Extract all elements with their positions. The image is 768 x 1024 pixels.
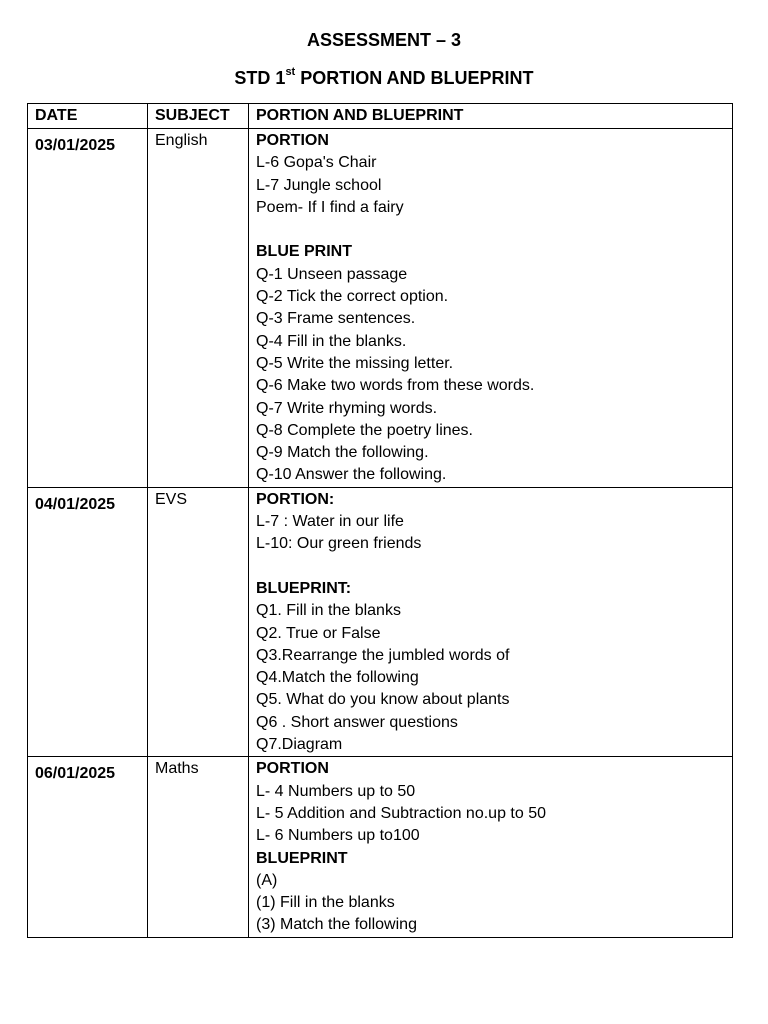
row-subject: EVS	[148, 487, 249, 757]
blueprint-item: Q5. What do you know about plants	[256, 691, 510, 709]
portion-item: L-7 Jungle school	[256, 176, 382, 194]
table-row-maths	[28, 757, 733, 937]
blueprint-heading: BLUE PRINT	[256, 243, 352, 261]
portion-item: L- 5 Addition and Subtraction no.up to 50	[256, 804, 546, 822]
blueprint-item: Q-5 Write the missing letter.	[256, 354, 454, 372]
blueprint-item: Q-4 Fill in the blanks.	[256, 332, 407, 350]
row-subject: Maths	[148, 757, 249, 937]
row-content	[249, 487, 733, 757]
subtitle-suffix: PORTION AND BLUEPRINT	[295, 68, 534, 88]
portion-heading: PORTION:	[256, 490, 335, 508]
portion-heading: PORTION	[256, 132, 329, 149]
row-subject: English	[148, 129, 249, 488]
portion-item: L-6 Gopa's Chair	[256, 154, 377, 172]
table-header-row	[28, 104, 733, 129]
portion-item: L-7 : Water in our life	[256, 513, 404, 531]
subtitle-prefix: STD 1	[234, 68, 286, 88]
blueprint-item: Q3.Rearrange the jumbled words of	[256, 646, 510, 664]
blueprint-item: Q-6 Make two words from these words.	[256, 377, 535, 395]
header-portion-blueprint: PORTION AND BLUEPRINT	[249, 104, 733, 129]
blueprint-item: (3) Match the following	[256, 916, 417, 934]
blueprint-item: Q4.Match the following	[256, 669, 419, 687]
blueprint-item: Q-9 Match the following.	[256, 444, 429, 462]
row-content	[249, 129, 733, 488]
blueprint-item: Q-10 Answer the following.	[256, 466, 447, 484]
row-date: 06/01/2025	[28, 757, 148, 937]
table-row-evs	[28, 487, 733, 757]
table-row-english	[28, 129, 733, 488]
row-date: 04/01/2025	[28, 487, 148, 757]
row-content	[249, 757, 733, 937]
blueprint-item: Q-7 Write rhyming words.	[256, 399, 438, 417]
spacer	[256, 556, 732, 578]
row-date: 03/01/2025	[28, 129, 148, 488]
blueprint-item: (1) Fill in the blanks	[256, 894, 395, 912]
document-title: ASSESSMENT – 3	[306, 30, 462, 50]
blueprint-item: Q7.Diagram	[256, 736, 343, 754]
portion-item: Poem- If I find a fairy	[256, 198, 404, 216]
spacer	[256, 219, 732, 241]
header-subject: SUBJECT	[148, 104, 249, 129]
blueprint-item: Q2. True or False	[256, 624, 381, 642]
blueprint-item: Q-1 Unseen passage	[256, 265, 408, 283]
header-date: DATE	[28, 104, 148, 129]
blueprint-item: Q-8 Complete the poetry lines.	[256, 421, 473, 439]
document-subtitle	[0, 67, 768, 89]
portion-item: L- 4 Numbers up to 50	[256, 782, 416, 800]
portion-heading: PORTION	[256, 760, 329, 778]
blueprint-item: Q6 . Short answer questions	[256, 713, 458, 731]
portion-item: L- 6 Numbers up to100	[256, 827, 420, 845]
blueprint-heading: BLUEPRINT	[256, 849, 348, 867]
blueprint-item: Q-2 Tick the correct option.	[256, 288, 449, 306]
blueprint-item: (A)	[256, 871, 278, 889]
blueprint-heading: BLUEPRINT:	[256, 579, 352, 597]
blueprint-item: Q-3 Frame sentences.	[256, 310, 416, 328]
blueprint-item: Q1. Fill in the blanks	[256, 602, 401, 620]
portion-item: L-10: Our green friends	[256, 535, 422, 553]
subtitle-superscript: st	[285, 66, 296, 78]
portion-table	[27, 103, 733, 938]
